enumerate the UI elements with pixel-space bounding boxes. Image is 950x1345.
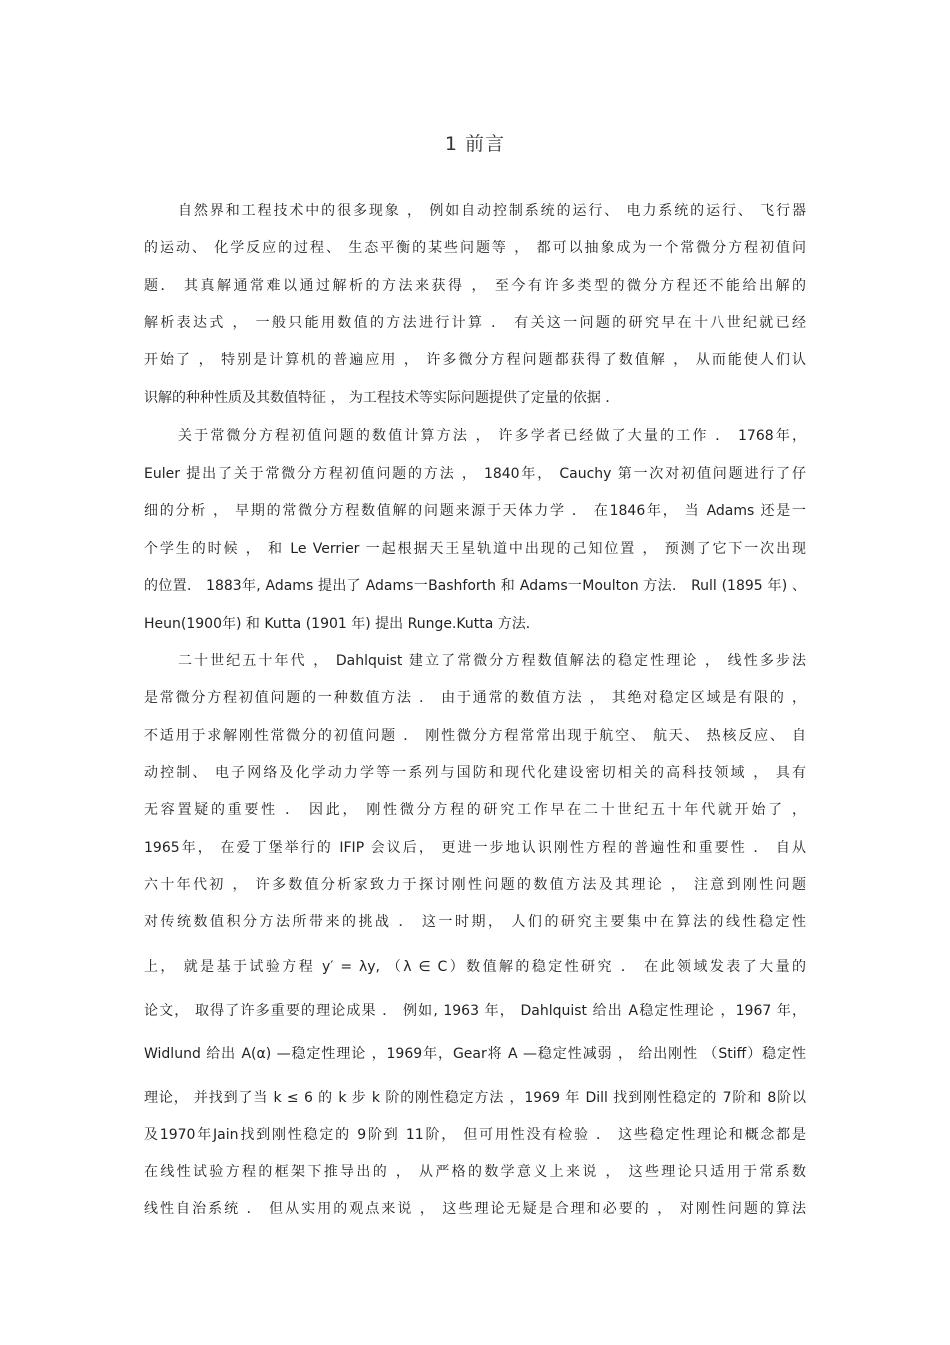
paragraph-line: 上， 就是基于试验方程 y′ = λy, （λ ∈ C）数值解的稳定性研究 ． 在此领域发表了大量的 xyxy=(144,959,806,975)
paragraph-line: 的运动、 化学反应的过程、 生态平衡的某些问题等 ， 都可以抽象成为一个常微分方程初值问 xyxy=(144,240,806,256)
paragraph-line: 题． 其真解通常难以通过解析的方法来获得 ， 至今有许多类型的微分方程还不能给出解的 xyxy=(144,278,806,294)
paragraph-line: 关于常微分方程初值问题的数值计算方法 ， 许多学者已经做了大量的工作 ． 1768年， xyxy=(178,428,806,444)
paragraph-line: 对传统数值积分方法所带来的挑战 ． 这一时期， 人们的研究主要集中在算法的线性稳定性 xyxy=(144,914,806,930)
paragraph-line: 个学生的时候 ， 和 Le Verrier 一起根据天王星轨道中出现的己知位置 ， 预测了它下一次出现 xyxy=(144,541,806,557)
paragraph-line: 是常微分方程初值问题的一种数值方法 ． 由于通常的数值方法 ， 其绝对稳定区域是有限的 ， xyxy=(144,690,806,706)
paragraph-line: 及1970年Jain找到刚性稳定的 9阶到 11阶， 但可用性没有检验 ． 这些稳定性理论和概念都是 xyxy=(144,1127,806,1143)
paragraph-line: 动控制、 电子网络及化学动力学等一系列与国防和现代化建设密切相关的高科技领域 ， 具有 xyxy=(144,765,806,781)
paragraph-line: 1965年， 在爱丁堡举行的 IFIP 会议后， 更进一步地认识刚性方程的普遍性和重要性 ． 自从 xyxy=(144,840,806,856)
paragraph-line: 的位置． 1883年, Adams 提出了 Adams一Bashforth 和 Adams一Moulton 方法． Rull (1895 年) 、 xyxy=(144,578,806,594)
paragraph-line: 论文， 取得了许多重要的理论成果 ． 例如, 1963 年， Dahlquist 给出 A稳定性理论 ，1967 年， xyxy=(144,1003,806,1019)
paragraph-line: 不适用于求解刚性常微分的初值问题 ． 刚性微分方程常常出现于航空、 航天、 热核反应、 自 xyxy=(144,728,806,744)
paragraph-line: 无容置疑的重要性 ． 因此， 刚性微分方程的研究工作早在二十世纪五十年代就开始了 ， xyxy=(144,802,806,818)
paragraph-line: 识解的种种性质及其数值特征 ， 为工程技术等实际问题提供了定量的依据 ． xyxy=(144,390,620,406)
paragraph-line: 理论， 并找到了当 k ≤ 6 的 k 步 k 阶的刚性稳定方法 ，1969 年 Dill 找到刚性稳定的 7阶和 8阶以 xyxy=(144,1090,806,1106)
paragraph-line: 在线性试验方程的框架下推导出的 ， 从严格的数学意义上来说 ， 这些理论只适用于常系数 xyxy=(144,1164,806,1180)
paragraph-line: 开始了 ， 特别是计算机的普遍应用 ， 许多微分方程问题都获得了数值解 ， 从而能使人们认 xyxy=(144,352,806,368)
paragraph-line: Widlund 给出 A(α) —稳定性理论 ，1969年，Gear将 A —稳定性减弱 ， 给出刚性 （Stiff）稳定性 xyxy=(144,1046,806,1062)
paragraph-line: 细的分析 ， 早期的常微分方程数值解的问题来源于天体力学 ． 在1846年， 当 Adams 还是一 xyxy=(144,503,806,519)
section-title: 1 前言 xyxy=(444,133,506,155)
paragraph-line: 自然界和工程技术中的很多现象 ， 例如自动控制系统的运行、 电力系统的运行、 飞行器 xyxy=(178,203,806,219)
paragraph-line: 六十年代初 ， 许多数值分析家致力于探讨刚性问题的数值方法及其理论 ， 注意到刚性问题 xyxy=(144,877,806,893)
paragraph-line: 线性自治系统 ． 但从实用的观点来说 ， 这些理论无疑是合理和必要的 ， 对刚性问题的算法 xyxy=(144,1201,806,1217)
paragraph-line: Heun(1900年) 和 Kutta (1901 年) 提出 Runge.Kutta 方法． xyxy=(144,616,540,632)
paragraph-line: Euler 提出了关于常微分方程初值问题的方法 ， 1840年， Cauchy 第一次对初值问题进行了仔 xyxy=(144,466,806,482)
paragraph-line: 解析表达式 ， 一般只能用数值的方法进行计算 ． 有关这一问题的研究早在十八世纪就已经 xyxy=(144,315,806,331)
paragraph-line: 二十世纪五十年代 ， Dahlquist 建立了常微分方程数值解法的稳定性理论 ， 线性多步法 xyxy=(178,653,806,669)
